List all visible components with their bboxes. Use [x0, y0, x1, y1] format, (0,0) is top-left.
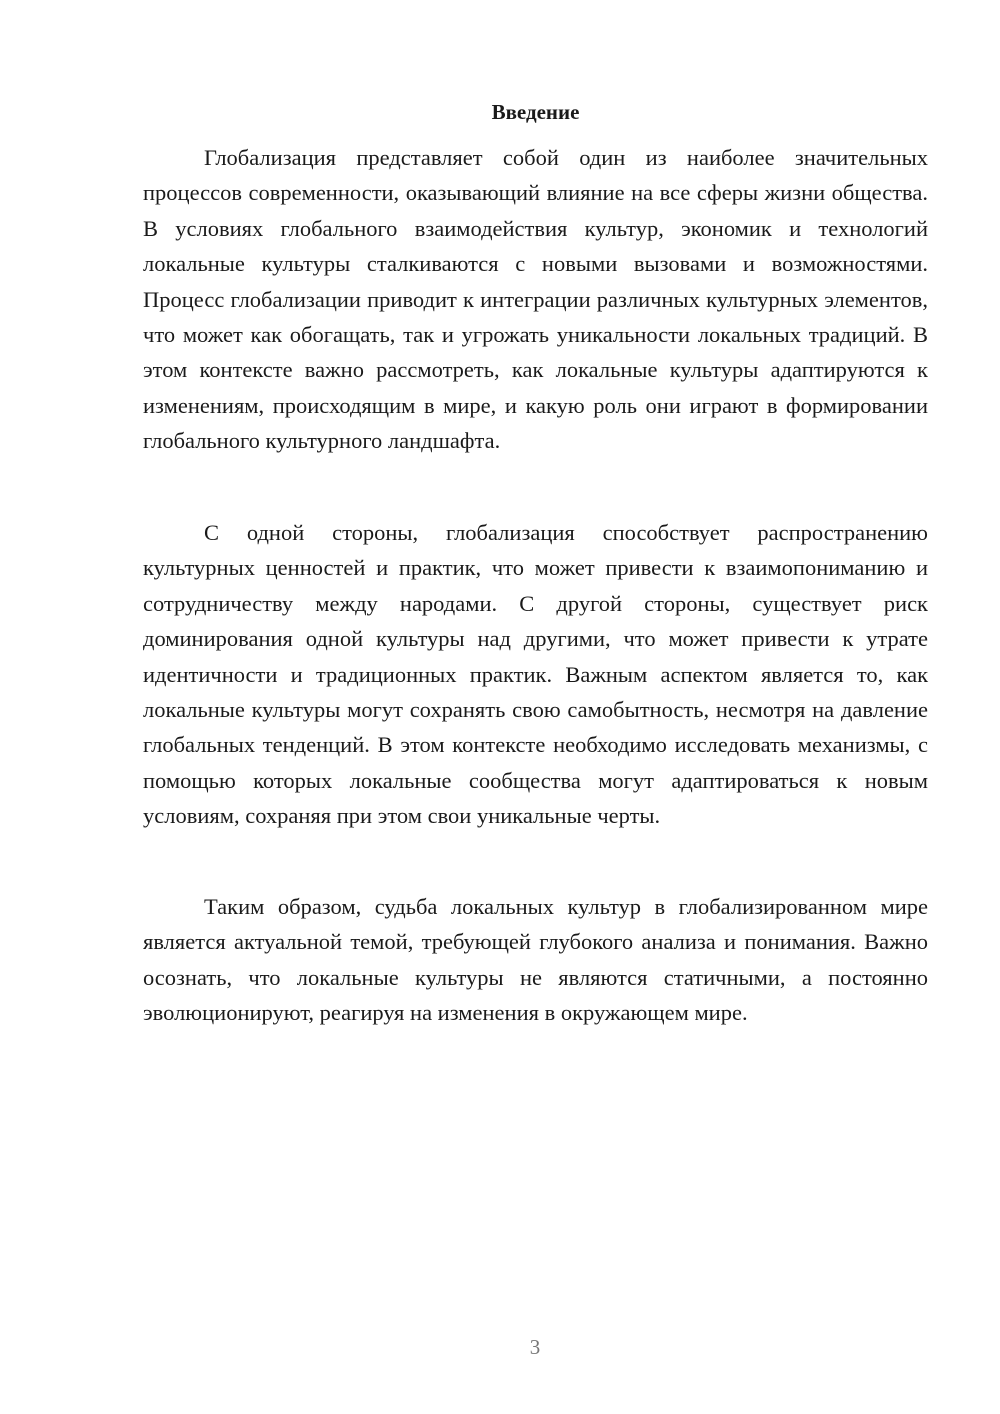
- page-number: 3: [529, 1335, 541, 1359]
- paragraph-3: Таким образом, судьба локальных культур в глобализированном мире является актуальной темой, требующей глубокого анализа и понимания. Важно осознать, что локальные культуры не являются статичными, а постоянно эволюционируют, реагируя на изменения в окружающем мире.: [143, 894, 928, 1026]
- section-title: Введение: [491, 100, 580, 124]
- paragraph-1: Глобализация представляет собой один из наиболее значительных процессов современности, оказывающий влияние на все сферы жизни общества. В условиях глобального взаимодействия культур, экономик и технологий локальные культуры сталкиваются с новыми вызовами и возможностями. Процесс глобализации приводит к интеграции различных культурных элементов, что может как обогащать, так и угрожать уникальности локальных традиций. В этом контексте важно рассмотреть, как локальные культуры адаптируются к изменениям, происходящим в мире, и какую роль они играют в формировании глобального культурного ландшафта.: [143, 145, 928, 454]
- paragraph-2: С одной стороны, глобализация способствует распространению культурных ценностей и практик, что может привести к взаимопониманию и сотрудничеству между народами. С другой стороны, существует риск доминирования одной культуры над другими, что может привести к утрате идентичности и традиционных практик. Важным аспектом является то, как локальные культуры могут сохранять свою самобытность, несмотря на давление глобальных тенденций. В этом контексте необходимо исследовать механизмы, с помощью которых локальные сообщества могут адаптироваться к новым условиям, сохраняя при этом свои уникальные черты.: [143, 520, 928, 829]
